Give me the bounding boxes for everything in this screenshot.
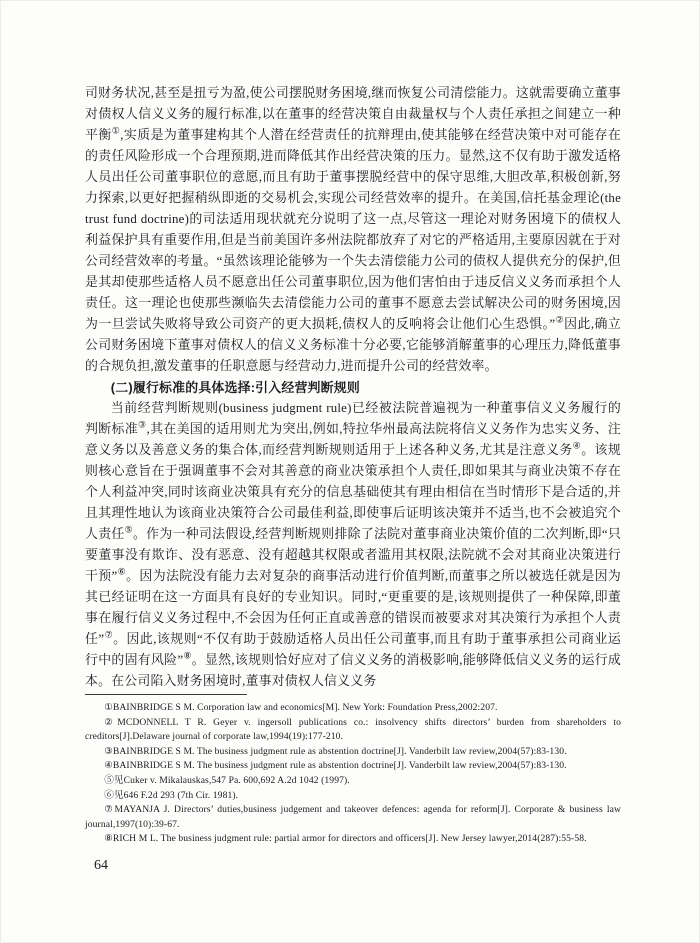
footnote-4: ④BAINBRIDGE S M. The business judgment rule as abstention doctrine[J]. Vanderbilt law review,2004(57):83-130. (104, 760, 567, 772)
footnote-1: ①BAINBRIDGE S M. Corporation law and economics[M]. New York: Foundation Press,2002:207. (104, 702, 498, 713)
footnote-6: ⑥见646 F.2d 293 (7th Cir. 1981). (104, 789, 239, 801)
article-content (85, 83, 621, 692)
footnote-8: ⑧RICH M L. The business judgment rule: partial armor for directors and officers[J]. New Jersey lawyer,2014(287):55-58. (104, 833, 587, 845)
footnote-5: ⑤见Cuker v. Mikalauskas,547 Pa. 600,692 A.2d 1042 (1997). (104, 774, 350, 786)
paragraph-continuation: 司财务状况,甚至是扭亏为盈,使公司摆脱财务困境,继而恢复公司清偿能力。这就需要确立董事对债权人信义义务的履行标准,以在董事的经营决策自由裁量权与个人责任承担之间建立一种平衡①,实质是为董事建构其个人潜在经营责任的抗辩理由,使其能够在经营决策中对可能存在的责任风险形成一个合理预期,进而降低其作出经营决策的压力。显然,这不仅有助于激发适格人员出任公司董事职位的意愿,而且有助于董事摆脱经营中的保守思维,大胆改革,积极创新,努力探索,以更好把握稍纵即逝的交易机会,实现公司经营效率的提升。在美国,信托基金理论(the trust fund doctrine)的司法适用现状就充分说明了这一点,尽管这一理论对财务困境下的债权人利益保护具有重要作用,但是当前美国许多州法院都放弃了对它的严格适用,主要原因就在于对公司经营效率的考量。“虽然该理论能够为一个失去清偿能力公司的债权人提供充分的保护,但是其却使那些适格人员不愿意出任公司董事职位,因为他们害怕由于违反信义义务而承担个人责任。这一理论也使那些濒临失去清偿能力公司的董事不愿意去尝试解决公司的财务困境,因为一旦尝试失败将导致公司资产的更大损耗,债权人的反响将会让他们心生恐惧。”②因此,确立公司财务困境下董事对债权人的信义义务标准十分必要,它能够消解董事的心理压力,降低董事的合规负担,激发董事的任职意愿与经营动力,进而提升公司的经营效率。 (85, 86, 621, 373)
footnote-2: ②MCDONNELL T R. Geyer v. ingersoll publications co.: insolvency shifts directors’ burden from shareholders to creditors[J].Delaware journal of corporate law,1994(19):177-210. (85, 716, 621, 743)
footnote-7: ⑦MAYANJA J. Directors’ duties,business judgement and takeover defences: agenda for reform[J]. Corporate & business law journal,1997(10):39-67. (85, 804, 621, 830)
page-number: 64 (94, 858, 108, 873)
paragraph-main: 当前经营判断规则(business judgment rule)已经被法院普遍视为一种董事信义义务履行的判断标准③,其在美国的适用则尤为突出,例如,特拉华州最高法院将信义义务作为忠实义务、注意义务以及善意义务的集合体,而经营判断规则适用于上述各种义务,尤其是注意义务④。该规则核心意旨在于强调董事不会对其善意的商业决策承担个人责任,即如果其与商业决策不存在个人利益冲突,同时该商业决策具有充分的信息基础使其有理由相信在当时情形下是合适的,并且其理性地认为该商业决策符合公司最佳利益,即使事后证明该决策并不适当,也不会被追究个人责任⑤。作为一种司法假设,经营判断规则排除了法院对董事商业决策价值的二次判断,即“只要董事没有欺诈、没有恶意、没有超越其权限或者滥用其权限,法院就不会对其商业决策进行干预”⑥。因为法院没有能力去对复杂的商事活动进行价值判断,而董事之所以被选任就是因为其已经证明在这一方面具有良好的专业知识。同时,“更重要的是,该规则提供了一种保障,即董事在履行信义义务过程中,不会因为任何正直或善意的错误而被要求对其决策行为承担个人责任”⑦。因此,该规则“不仅有助于鼓励适格人员出任公司董事,而且有助于董事承担公司商业运行中的固有风险”⑧。显然,该规则恰好应对了信义义务的消极影响,能够降低信义义务的运行成本。在公司陷入财务困境时,董事对债权人信义义务 (85, 401, 621, 688)
footnote-3: ③BAINBRIDGE S M. The business judgment rule as abstention doctrine[J]. Vanderbilt law review,2004(57):83-130. (104, 745, 567, 757)
footnotes-section (85, 694, 621, 847)
section-heading: (二)履行标准的具体选择:引入经营判断规则 (110, 380, 360, 395)
footnote-divider (85, 694, 247, 695)
